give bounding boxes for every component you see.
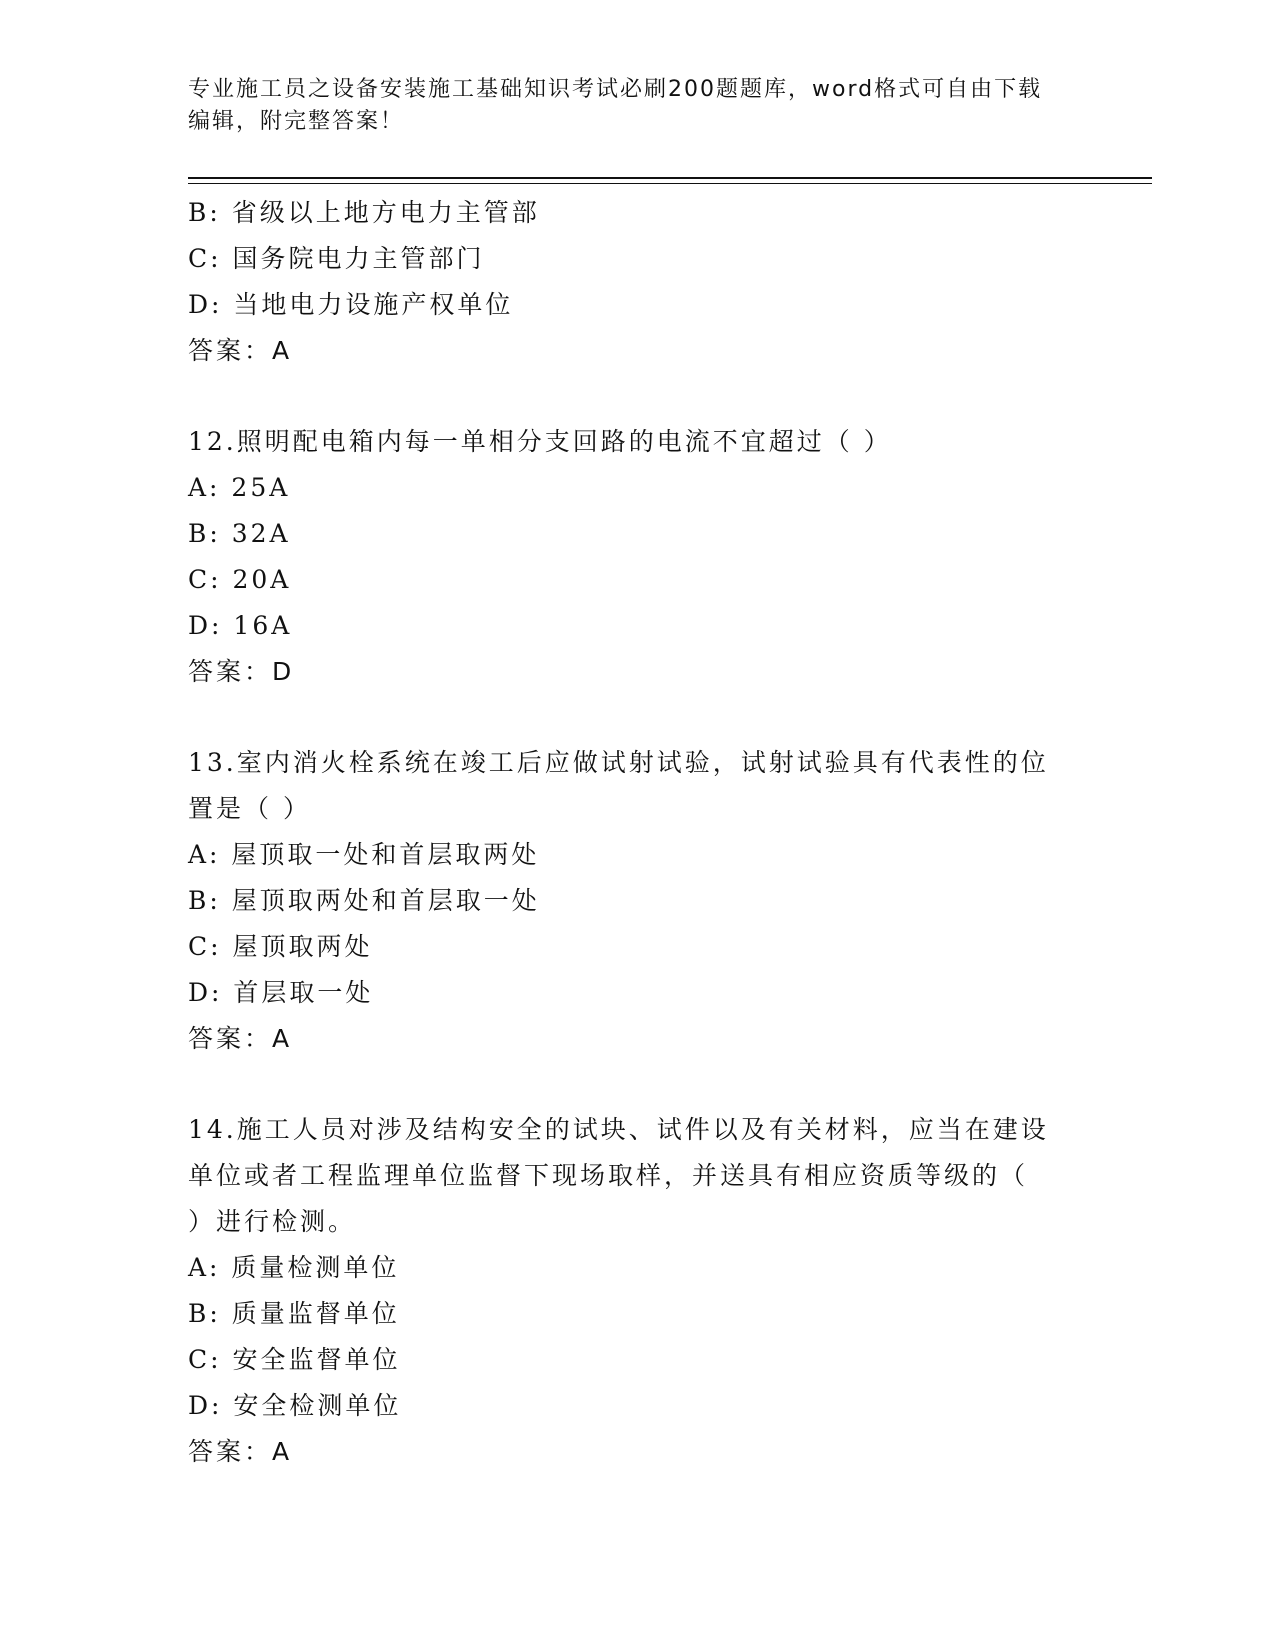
- q13-stem-line-2: 置是（ ）: [188, 794, 311, 823]
- q12-option-a: A: 25A: [188, 473, 291, 502]
- q11-option-c: C: 国务院电力主管部门: [188, 244, 485, 273]
- q13-option-a: A: 屋顶取一处和首层取两处: [188, 840, 540, 869]
- header-divider-thick: [188, 177, 1152, 179]
- q12-stem: 12.照明配电箱内每一单相分支回路的电流不宜超过（ ）: [188, 427, 892, 456]
- q14-option-c: C: 安全监督单位: [188, 1345, 401, 1374]
- q11-answer: 答案：A: [188, 336, 293, 365]
- q11-option-b: B: 省级以上地方电力主管部: [188, 198, 540, 227]
- header-title-line-2: 编辑，附完整答案！: [188, 109, 405, 134]
- q13-option-b: B: 屋顶取两处和首层取一处: [188, 886, 540, 915]
- q14-answer: 答案：A: [188, 1437, 293, 1466]
- q14-option-b: B: 质量监督单位: [188, 1299, 400, 1328]
- q14-option-d: D: 安全检测单位: [188, 1391, 402, 1420]
- q13-option-c: C: 屋顶取两处: [188, 932, 373, 961]
- header-title-line-1: 专业施工员之设备安装施工基础知识考试必刷200题题库，word格式可自由下载: [188, 77, 1043, 102]
- header-divider-thin: [188, 183, 1152, 184]
- q12-option-c: C: 20A: [188, 565, 292, 594]
- q14-stem-line-1: 14.施工人员对涉及结构安全的试块、试件以及有关材料，应当在建设: [188, 1115, 1049, 1144]
- q12-option-b: B: 32A: [188, 519, 291, 548]
- q13-stem-line-1: 13.室内消火栓系统在竣工后应做试射试验，试射试验具有代表性的位: [188, 748, 1049, 777]
- document-header: [188, 74, 1088, 138]
- question-11-block: [188, 190, 1068, 374]
- q14-stem-line-3: ）进行检测。: [188, 1207, 357, 1236]
- q13-answer: 答案：A: [188, 1024, 293, 1053]
- q11-option-d: D: 当地电力设施产权单位: [188, 290, 514, 319]
- question-13-block: [188, 740, 1068, 1062]
- q14-stem-line-2: 单位或者工程监理单位监督下现场取样，并送具有相应资质等级的（: [188, 1161, 1029, 1190]
- q12-option-d: D: 16A: [188, 611, 293, 640]
- q13-option-d: D: 首层取一处: [188, 978, 374, 1007]
- q12-answer: 答案：D: [188, 657, 295, 686]
- question-14-block: [188, 1107, 1068, 1475]
- question-content: [188, 190, 1068, 1475]
- q14-option-a: A: 质量检测单位: [188, 1253, 400, 1282]
- question-12-block: [188, 419, 1068, 695]
